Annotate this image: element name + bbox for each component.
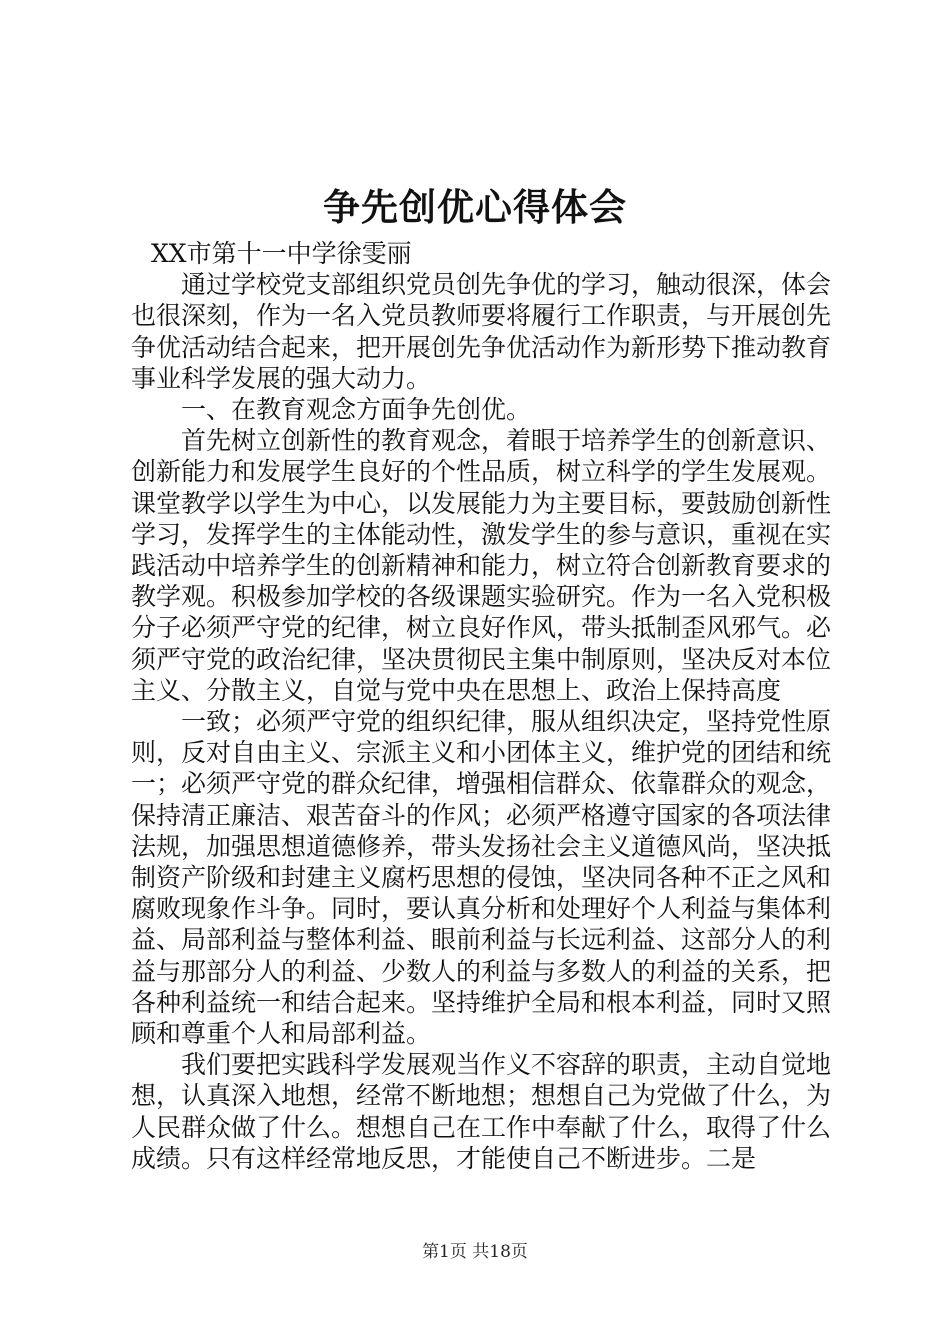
paragraph-reflection: 我们要把实践科学发展观当作义不容辞的职责，主动自觉地想，认真深入地想，经常不断地想；想想自己为党做了什么，为人民群众做了什么。想想自己在工作中奉献了什么，取得了什么成绩。只有这样经常地反思，才能使自己不断进步。二是 — [131, 1050, 832, 1173]
paragraph-discipline: 一致；必须严守党的组织纪律，服从组织决定，坚持党性原则，反对自由主义、宗派主义和小团体主义，维护党的团结和统一；必须严守党的群众纪律，增强相信群众、依靠群众的观念，保持清正廉洁、艰苦奋斗的作风；必须严格遵守国家的各项法律法规，加强思想道德修养，带头发扬社会主义道德风尚，坚决抵制资产阶级和封建主义腐朽思想的侵蚀，坚决同各种不正之风和腐败现象作斗争。同时，要认真分析和处理好个人利益与集体利益、局部利益与整体利益、眼前利益与长远利益、这部分人的利益与那部分人的利益、少数人的利益与多数人的利益的关系，把各种利益统一和结合起来。坚持维护全局和根本利益，同时又照顾和尊重个人和局部利益。 — [131, 707, 832, 1049]
author-line: XX市第十一中学徐雯丽 — [151, 239, 412, 268]
paragraph-innovation: 首先树立创新性的教育观念，着眼于培养学生的创新意识、创新能力和发展学生良好的个性品质，树立科学的学生发展观。课堂教学以学生为中心，以发展能力为主要目标，要鼓励创新性学习，发挥学生的主体能动性，激发学生的参与意识，重视在实践活动中培养学生的创新精神和能力，树立符合创新教育要求的教学观。积极参加学校的各级课题实验研究。作为一名入党积极分子必须严守党的纪律，树立良好作风，带头抵制歪风邪气。必须严守党的政治纪律，坚决贯彻民主集中制原则，坚决反对本位主义、分散主义，自觉与党中央在思想上、政治上保持高度 — [131, 426, 832, 705]
document-title: 争先创优心得体会 — [323, 185, 627, 229]
document-body — [131, 238, 831, 1174]
paragraph-intro: 通过学校党支部组织党员创先争优的学习，触动很深，体会也很深刻，作为一名入党员教师要将履行工作职责，与开展创先争优活动结合起来，把开展创先争优活动作为新形势下推动教育事业科学发展的强大动力。 — [131, 270, 832, 393]
page-footer: 第1页 共18页 — [422, 1242, 528, 1262]
section-heading-1: 一、在教育观念方面争先创优。 — [181, 395, 532, 425]
